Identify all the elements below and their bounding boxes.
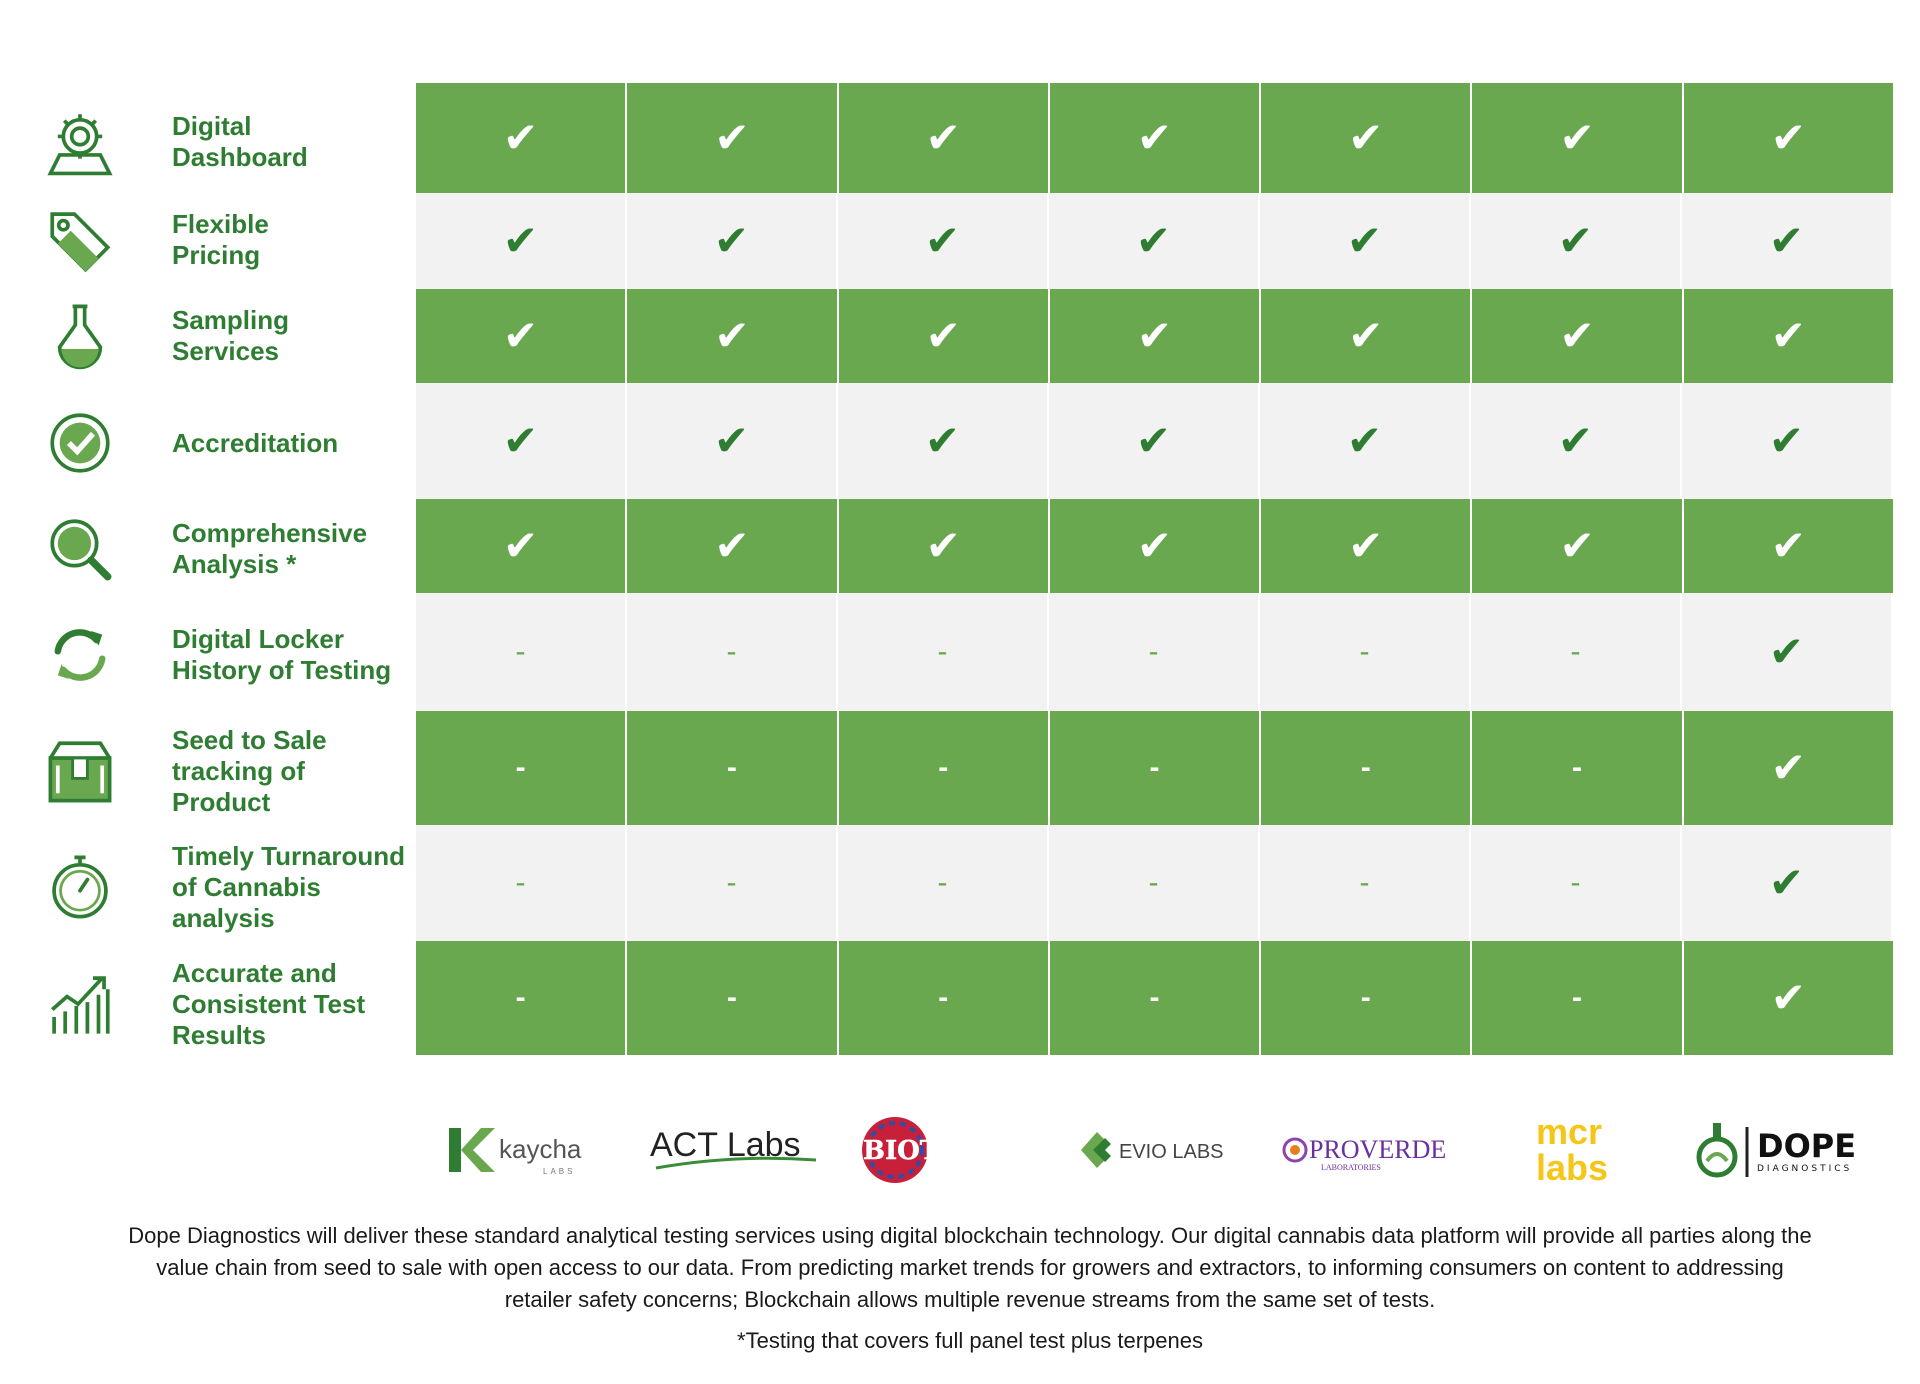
logo-act-labs-name: ACT Labs: [649, 1126, 801, 1164]
grid-cell: [627, 83, 838, 193]
dash-mark: -: [937, 635, 948, 668]
grid-cell: [1472, 83, 1683, 193]
dash-mark: -: [1149, 751, 1160, 784]
feature-label: Flexible Pricing: [172, 209, 269, 270]
feature-accurate-results: [38, 946, 408, 1062]
grid-cell: [1050, 83, 1261, 193]
check-mark: ✔: [503, 113, 539, 162]
logo-dope-sub: DIAGNOSTICS: [1756, 1164, 1852, 1174]
dash-mark: -: [1570, 635, 1581, 668]
feature-label: Comprehensive Analysis *: [172, 518, 368, 579]
grid-cell: [627, 825, 838, 941]
dash-mark: -: [1359, 635, 1370, 668]
dash-mark: -: [1572, 751, 1583, 784]
grid-row: [416, 941, 1893, 1055]
feature-digital-locker: [38, 600, 408, 710]
dash-mark: -: [515, 635, 526, 668]
feature-label: Digital Locker History of Testing: [172, 624, 392, 685]
grid-cell: [839, 289, 1050, 383]
logo-proverde-name: PROVERDE: [1308, 1135, 1446, 1164]
grid-cell: [1049, 193, 1260, 289]
logo-kaycha-name: kaycha: [498, 1134, 581, 1164]
grid-cell: [1472, 289, 1683, 383]
comparison-grid: [416, 83, 1893, 1055]
check-mark: ✔: [925, 311, 961, 360]
check-mark: ✔: [1559, 113, 1595, 162]
grid-cell: [416, 825, 627, 941]
check-mark: ✔: [1136, 311, 1173, 360]
feature-accreditation: [38, 388, 408, 498]
grid-cell: [1471, 383, 1682, 499]
check-mark: ✔: [503, 521, 539, 570]
grid-cell: [1050, 289, 1261, 383]
grid-cell: [1261, 289, 1472, 383]
logo-proverde-sub: LABORATORIES: [1320, 1163, 1381, 1172]
dash-mark: -: [1149, 981, 1160, 1014]
grid-cell: [627, 289, 838, 383]
grid-cell: [627, 499, 838, 593]
grid-cell: [1684, 83, 1893, 193]
dash-mark: -: [1360, 751, 1371, 784]
logo-mcr-sub: labs: [1535, 1147, 1608, 1188]
check-mark: ✔: [714, 521, 750, 570]
check-mark: ✔: [714, 113, 750, 162]
grid-cell: [838, 825, 1049, 941]
grid-row: [416, 83, 1893, 193]
check-mark: ✔: [714, 311, 750, 360]
feature-label: Accreditation: [172, 427, 339, 458]
grid-cell: [627, 593, 838, 711]
feature-sampling-services: [38, 290, 408, 382]
grid-cell: [1050, 499, 1261, 593]
check-mark: ✔: [502, 416, 539, 465]
feature-timely-turnaround: [38, 832, 408, 942]
grid-cell: [1261, 499, 1472, 593]
dash-mark: -: [515, 866, 526, 899]
grid-cell: [1261, 941, 1472, 1055]
logo-kaycha-sub: LABS: [542, 1167, 575, 1176]
feature-flexible-pricing: [38, 196, 408, 284]
dash-mark: -: [726, 751, 737, 784]
check-mark: ✔: [1346, 416, 1383, 465]
check-mark: ✔: [1346, 216, 1383, 265]
grid-cell: [1682, 825, 1893, 941]
refresh-arrows-icon: [38, 613, 122, 697]
grid-cell: [1260, 383, 1471, 499]
check-mark: ✔: [924, 216, 961, 265]
feature-label: Seed to Sale tracking of Product: [172, 724, 327, 817]
dash-mark: -: [1360, 981, 1371, 1014]
check-mark: ✔: [925, 113, 961, 162]
grid-cell: [1261, 711, 1472, 825]
grid-cell: [416, 383, 627, 499]
check-mark: ✔: [1557, 216, 1594, 265]
check-mark: ✔: [1557, 416, 1594, 465]
grid-cell: [416, 83, 627, 193]
grid-cell: [839, 83, 1050, 193]
dash-mark: -: [515, 981, 526, 1014]
check-mark: ✔: [1768, 216, 1805, 265]
grid-cell: [839, 499, 1050, 593]
grid-cell: [627, 383, 838, 499]
grid-cell: [416, 941, 627, 1055]
grid-cell: [1049, 383, 1260, 499]
grid-cell: [416, 711, 627, 825]
grid-row: [416, 289, 1893, 383]
grid-cell: [1472, 941, 1683, 1055]
check-mark: ✔: [1768, 858, 1805, 907]
dash-mark: -: [1572, 981, 1583, 1014]
check-mark: ✔: [1559, 311, 1595, 360]
dash-mark: -: [726, 981, 737, 1014]
feature-digital-dashboard: [38, 92, 408, 192]
check-mark: ✔: [1770, 973, 1806, 1022]
check-mark: ✔: [1348, 311, 1384, 360]
check-mark: ✔: [1135, 416, 1172, 465]
check-mark: ✔: [713, 216, 750, 265]
logo-kaycha: [416, 1110, 627, 1190]
grid-row: [416, 193, 1893, 289]
grid-cell: [1050, 711, 1261, 825]
grid-cell: [416, 289, 627, 383]
grid-cell: [627, 941, 838, 1055]
grid-cell: [416, 593, 627, 711]
dash-mark: -: [726, 866, 737, 899]
check-mark: ✔: [1348, 113, 1384, 162]
grid-cell: [1049, 825, 1260, 941]
grid-cell: [627, 193, 838, 289]
company-logos: [416, 1110, 1893, 1190]
check-mark: ✔: [1348, 521, 1384, 570]
grid-cell: [839, 941, 1050, 1055]
logo-dope-name: DOPE: [1756, 1127, 1856, 1165]
dash-mark: -: [1570, 866, 1581, 899]
grid-cell: [838, 593, 1049, 711]
grid-row: [416, 383, 1893, 499]
grid-cell: [1050, 941, 1261, 1055]
check-mark: ✔: [1770, 311, 1806, 360]
footnote-text: *Testing that covers full panel test plus terpenes: [737, 1328, 1203, 1353]
grid-row: [416, 499, 1893, 593]
check-mark: ✔: [924, 416, 961, 465]
check-mark: ✔: [1770, 743, 1806, 792]
grid-cell: [838, 193, 1049, 289]
logo-dope-diagnostics: [1682, 1110, 1893, 1190]
feature-label: Timely Turnaround of Cannabis analysis: [172, 840, 406, 933]
logo-evio-name: EVIO LABS: [1118, 1141, 1223, 1163]
dash-mark: -: [1148, 635, 1159, 668]
dashboard-gauge-icon: [38, 100, 122, 184]
grid-cell: [839, 711, 1050, 825]
dash-mark: -: [938, 981, 949, 1014]
grid-cell: [1260, 193, 1471, 289]
grid-cell: [838, 383, 1049, 499]
grid-cell: [1472, 711, 1683, 825]
grid-cell: [1261, 83, 1472, 193]
grid-cell: [416, 499, 627, 593]
check-mark: ✔: [1770, 521, 1806, 570]
logo-mcr-name: mcr: [1535, 1111, 1602, 1152]
magnifier-icon: [38, 507, 122, 591]
flask-icon: [38, 294, 122, 378]
feature-label: Digital Dashboard: [172, 111, 308, 172]
grid-cell: [627, 711, 838, 825]
check-mark: ✔: [1135, 216, 1172, 265]
logo-act-labs: [627, 1110, 838, 1190]
dash-mark: -: [1148, 866, 1159, 899]
grid-cell: [1682, 383, 1893, 499]
dash-mark: -: [515, 751, 526, 784]
grid-cell: [416, 193, 627, 289]
check-mark: ✔: [1559, 521, 1595, 570]
grid-cell: [1684, 289, 1893, 383]
check-mark: ✔: [503, 311, 539, 360]
feature-comprehensive-analysis: [38, 503, 408, 595]
price-tag-icon: [38, 198, 122, 282]
logo-biotrax-name: BIOTRAX: [862, 1136, 1001, 1166]
grid-cell: [1471, 825, 1682, 941]
check-mark: ✔: [1768, 416, 1805, 465]
check-mark: ✔: [1768, 627, 1805, 676]
grid-cell: [1682, 193, 1893, 289]
dash-mark: -: [1359, 866, 1370, 899]
logo-evio-labs: [1049, 1110, 1260, 1190]
grid-cell: [1684, 499, 1893, 593]
feature-label: Accurate and Consistent Test Results: [172, 957, 366, 1050]
grid-cell: [1260, 825, 1471, 941]
dash-mark: -: [938, 751, 949, 784]
check-mark: ✔: [1136, 521, 1173, 570]
feature-label: Sampling Services: [172, 305, 290, 366]
dash-mark: -: [937, 866, 948, 899]
grid-row: [416, 593, 1893, 711]
check-circle-icon: [38, 401, 122, 485]
logo-biotrax: [838, 1110, 1049, 1190]
grid-cell: [1471, 193, 1682, 289]
feature-seed-to-sale: [38, 716, 408, 826]
dash-mark: -: [726, 635, 737, 668]
check-mark: ✔: [1770, 113, 1806, 162]
grid-cell: [1684, 711, 1893, 825]
check-mark: ✔: [713, 416, 750, 465]
grid-cell: [1471, 593, 1682, 711]
grid-row: [416, 825, 1893, 941]
logo-mcr-labs: [1471, 1110, 1682, 1190]
grid-cell: [1472, 499, 1683, 593]
stopwatch-icon: [38, 845, 122, 929]
check-mark: ✔: [1136, 113, 1173, 162]
grid-cell: [1049, 593, 1260, 711]
check-mark: ✔: [502, 216, 539, 265]
grid-cell: [1682, 593, 1893, 711]
check-mark: ✔: [925, 521, 961, 570]
growth-chart-icon: [38, 962, 122, 1046]
description-text: Dope Diagnostics will deliver these standard analytical testing services using digital blockchain technology. Our digital cannabis data platform will provide all parties along the value chain from seed to sale with open access to our data. From predicting market trends for growers and extractors, to informing consumers on content to addressing retailer safety concerns; Blockchain allows multiple revenue streams from the same set of tests.: [128, 1223, 1812, 1312]
box-icon: [38, 729, 122, 813]
logo-proverde: [1260, 1110, 1471, 1190]
grid-cell: [1684, 941, 1893, 1055]
grid-cell: [1260, 593, 1471, 711]
grid-row: [416, 711, 1893, 825]
